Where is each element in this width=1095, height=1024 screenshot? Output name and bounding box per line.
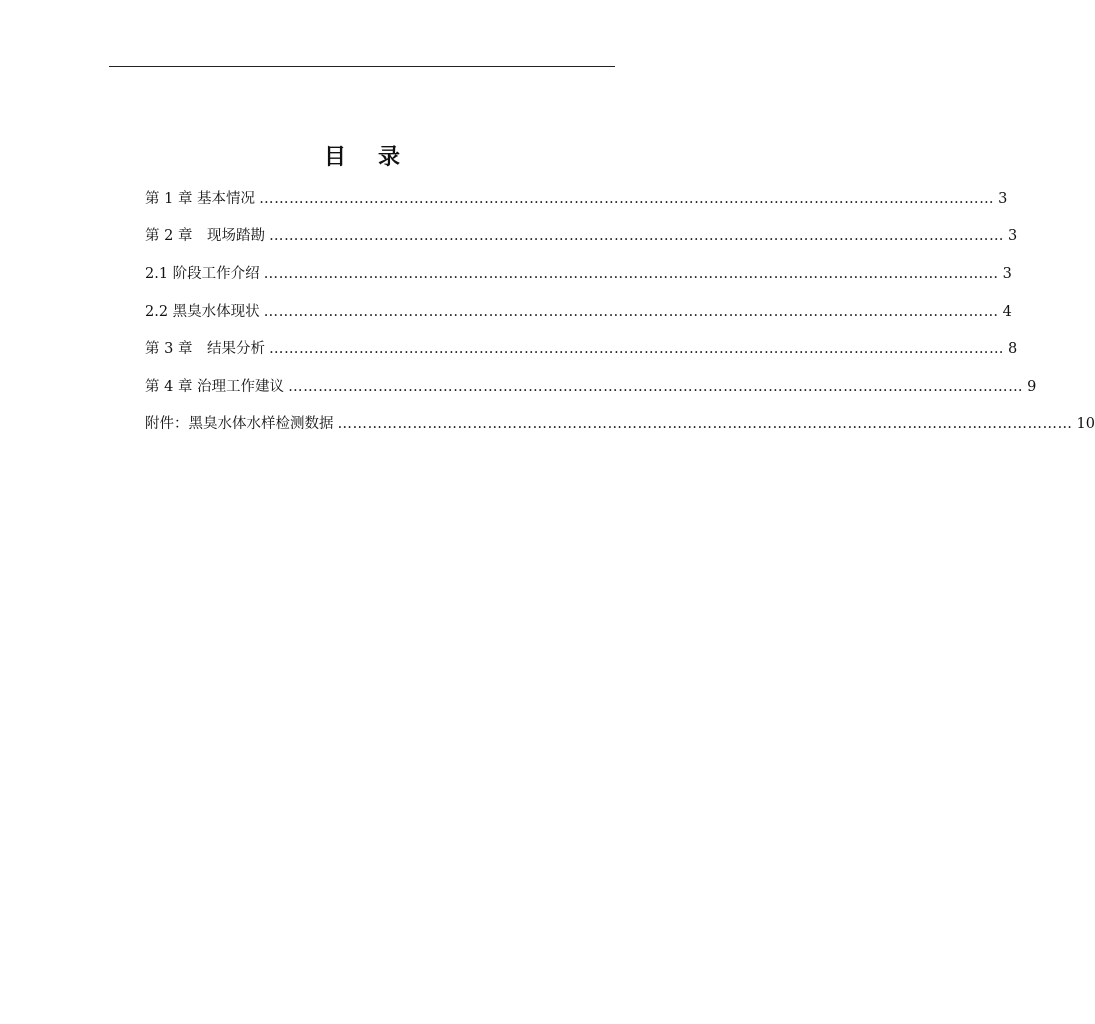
toc-leader-dots: ………………………………………………………………………………………………………………………………… <box>268 341 1004 358</box>
toc-entry-page: 3 <box>998 190 1008 207</box>
toc-entry-chapter-2[interactable] <box>145 218 1018 256</box>
toc-entry-section-2-1[interactable] <box>145 255 1012 293</box>
toc-entry-page: 4 <box>1002 303 1012 320</box>
header-rule <box>109 66 615 67</box>
toc-leader-dots: ………………………………………………………………………………………………………………………………… <box>259 190 995 207</box>
toc-entry-page: 8 <box>1007 341 1018 358</box>
toc-leader-dots: ………………………………………………………………………………………………………………………………… <box>263 265 999 282</box>
toc-leader-dots: ………………………………………………………………………………………………………………………………… <box>268 228 1004 245</box>
toc-entry-label: 第 1 章 基本情况 <box>145 190 256 207</box>
toc-leader-dots: ………………………………………………………………………………………………………………………………… <box>288 378 1024 395</box>
toc-entry-label: 附件：黑臭水体水样检测数据 <box>145 416 334 433</box>
toc-entry-label: 2.1 阶段工作介绍 <box>145 265 260 282</box>
toc-entry-section-2-2[interactable] <box>145 293 1012 331</box>
toc-entry-chapter-1[interactable] <box>145 180 1008 218</box>
toc-entry-label: 第 3 章 结果分析 <box>145 341 265 358</box>
toc-entry-appendix[interactable] <box>145 406 1095 444</box>
toc-entry-label: 第 4 章 治理工作建议 <box>145 378 285 395</box>
toc-entry-page: 9 <box>1027 378 1037 395</box>
toc-entry-label: 第 2 章 现场踏勘 <box>145 228 265 245</box>
toc-entry-page: 3 <box>1002 265 1012 282</box>
toc-leader-dots: ………………………………………………………………………………………………………………………………… <box>263 303 999 320</box>
toc-entry-chapter-3[interactable] <box>145 330 1018 368</box>
toc-entry-page: 3 <box>1007 228 1018 245</box>
toc-entry-label: 2.2 黑臭水体现状 <box>145 303 260 320</box>
toc-entry-chapter-4[interactable] <box>145 368 1037 406</box>
toc-leader-dots: ………………………………………………………………………………………………………………………………… <box>337 416 1073 433</box>
table-of-contents <box>145 180 1095 443</box>
toc-title: 目录 <box>323 144 432 170</box>
toc-entry-page: 10 <box>1076 416 1095 433</box>
